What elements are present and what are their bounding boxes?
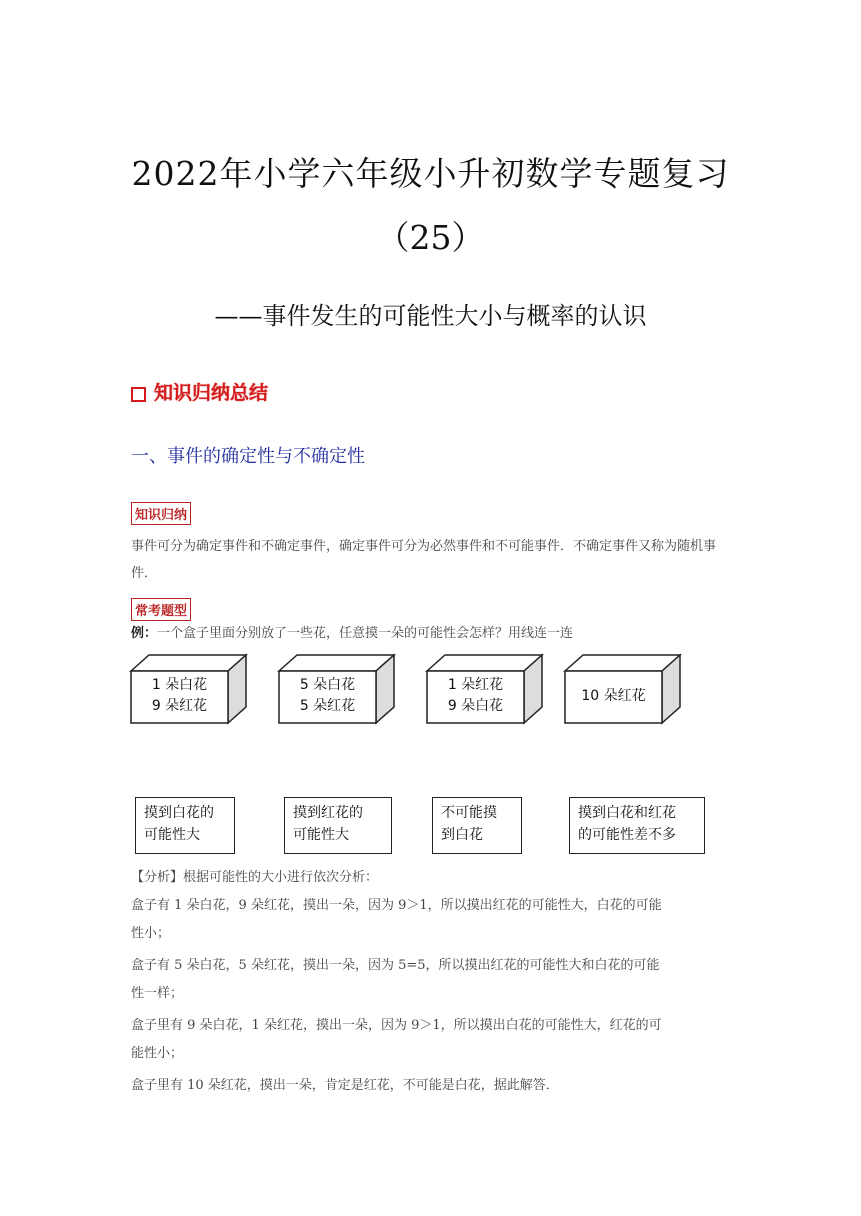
section-heading: 一、事件的确定性与不确定性 — [131, 446, 365, 467]
document-title-number: （25） — [376, 218, 485, 257]
analysis-line-1: 【分析】根据可能性的大小进行依次分析： — [131, 870, 379, 885]
analysis-line-4: 盒子有 5 朵白花，5 朵红花，摸出一朵，因为 5=5，所以摸出红花的可能性大和白花的可能 — [131, 958, 660, 973]
box-1-label: 1 朵白花 9 朵红花 — [151, 677, 208, 714]
knowledge-paragraph: 事件可分为确定事件和不确定事件，确定事件可分为必然事件和不可能事件．不确定事件又称为随机事件． — [131, 539, 717, 581]
answer-box-2: 摸到红花的 可能性大 — [284, 797, 392, 854]
example-label: 例： — [131, 626, 158, 641]
answer-box-3: 不可能摸 到白花 — [432, 797, 522, 854]
box-2-label: 5 朵白花 5 朵红花 — [299, 677, 356, 714]
analysis-line-7: 能性小； — [131, 1046, 184, 1061]
analysis-line-6: 盒子里有 9 朵白花，1 朵红花，摸出一朵，因为 9＞1，所以摸出白花的可能性大，红花的可 — [131, 1018, 662, 1033]
analysis-line-8: 盒子里有 10 朵红花，摸出一朵，肯定是红花，不可能是白花，据此解答． — [131, 1078, 559, 1093]
section-tag-label: 知识归纳总结 — [154, 382, 269, 404]
analysis-line-2: 盒子有 1 朵白花，9 朵红花，摸出一朵，因为 9＞1，所以摸出红花的可能性大，白花的可能 — [131, 898, 662, 913]
analysis-line-3: 性小； — [131, 926, 171, 941]
example-text: 一个盒子里面分别放了一些花，任意摸一朵的可能性会怎样？用线连一连 — [157, 626, 574, 641]
document-subtitle: ——事件发生的可能性大小与概率的认识 — [214, 302, 647, 330]
knowledge-tag: 知识归纳 — [131, 502, 191, 525]
answer-box-4: 摸到白花和红花 的可能性差不多 — [569, 797, 705, 854]
box-3-label: 1 朵红花 9 朵白花 — [447, 677, 504, 714]
box-4-label: 10 朵红花 — [581, 688, 646, 704]
analysis-line-5: 性一样； — [131, 986, 184, 1001]
answer-box-1: 摸到白花的 可能性大 — [135, 797, 235, 854]
document-title: 2022年小学六年级小升初数学专题复习 — [131, 154, 730, 193]
common-question-tag: 常考题型 — [131, 598, 191, 621]
